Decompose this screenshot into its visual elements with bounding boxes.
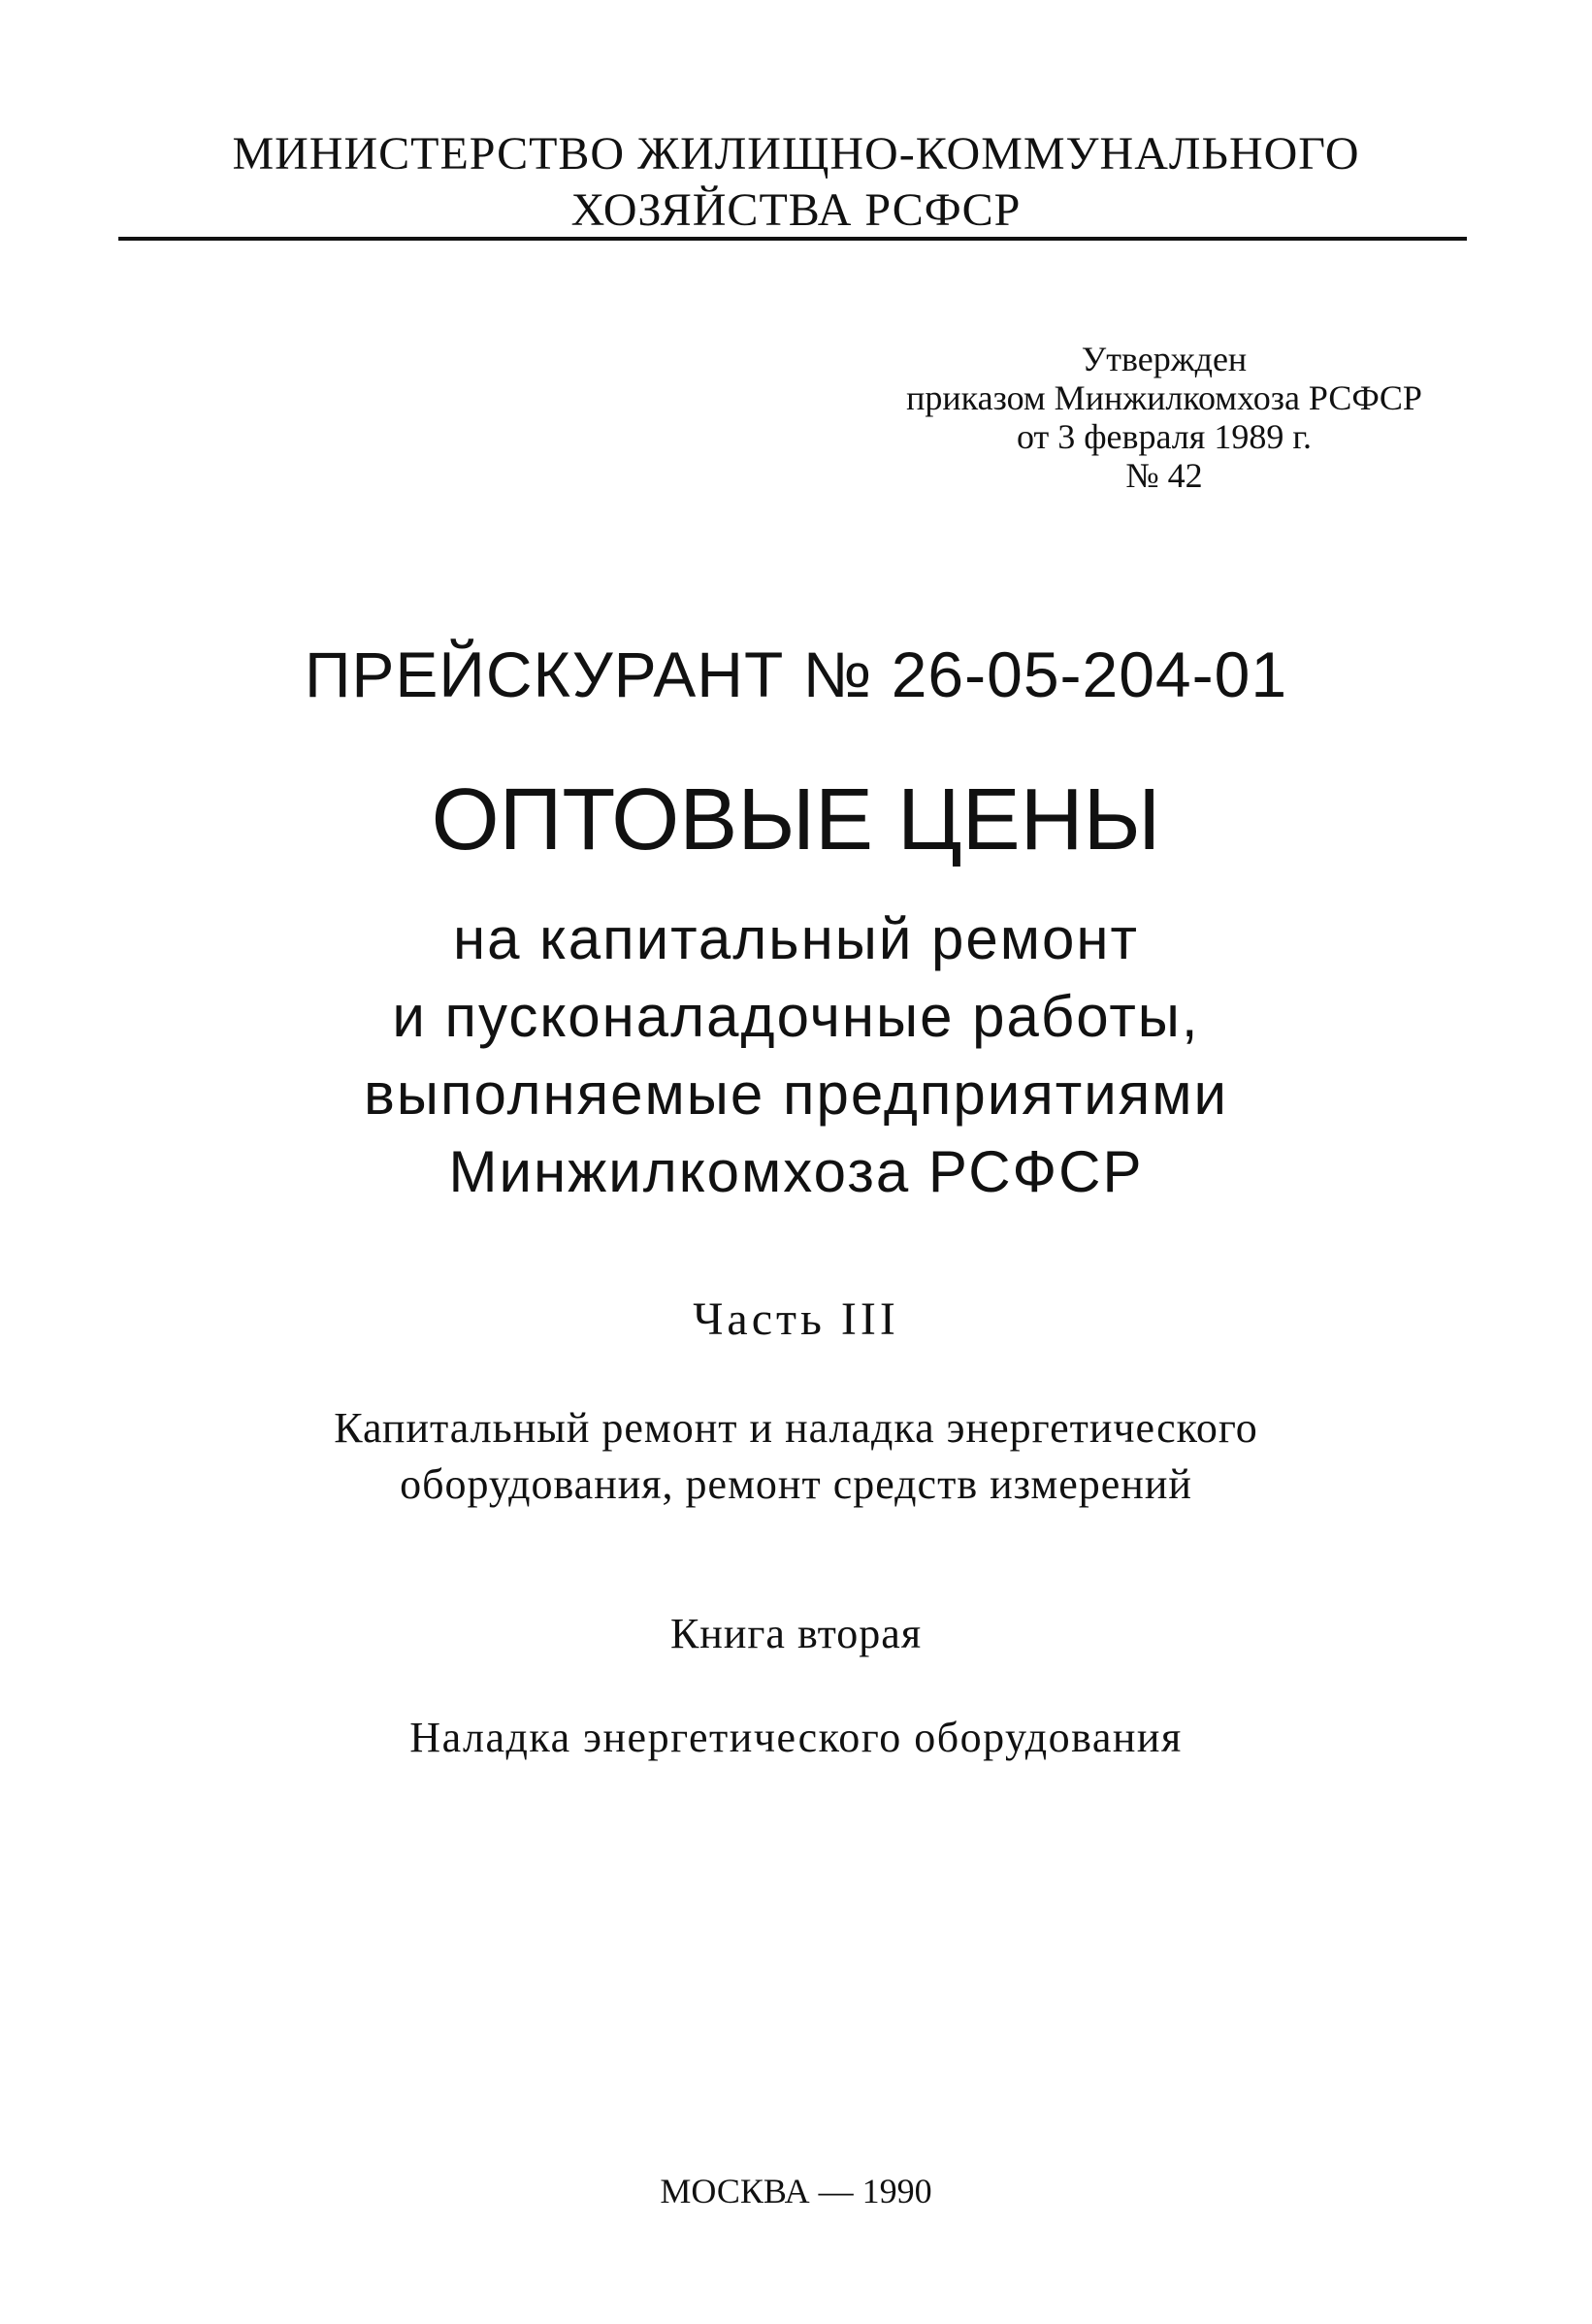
approval-line-1: Утвержден (1081, 340, 1248, 378)
part-description-line-1: Капитальный ремонт и наладка энергетического (334, 1404, 1258, 1452)
pricelist-number: ПРЕЙСКУРАНТ № 26-05-204-01 (304, 638, 1288, 710)
subtitle-line: и пусконаладочные работы, (392, 984, 1200, 1049)
main-title: ОПТОВЫЕ ЦЕНЫ (431, 771, 1161, 868)
ministry-line-1: МИНИСТЕРСТВО ЖИЛИЩНО-КОММУНАЛЬНОГО (232, 128, 1360, 180)
approval-stamp-text (854, 340, 1475, 495)
part-description (0, 1400, 1592, 1513)
subtitle (0, 900, 1592, 1211)
subtitle-line: на капитальный ремонт (453, 906, 1139, 971)
part-label: Часть III (693, 1293, 899, 1345)
approval-line-3: от 3 февраля 1989 г. (1016, 417, 1313, 456)
book-title: Наладка энергетического оборудования (409, 1714, 1183, 1761)
subtitle-line: Минжилкомхоза РСФСР (448, 1139, 1144, 1204)
ministry-header (0, 126, 1592, 239)
approval-line-4: № 42 (1125, 456, 1203, 495)
ministry-line-2: ХОЗЯЙСТВА РСФСР (570, 184, 1022, 236)
imprint-place-year: МОСКВА — 1990 (660, 2172, 932, 2210)
book-label: Книга вторая (669, 1610, 923, 1657)
subtitle-line: выполняемые предприятиями (364, 1062, 1228, 1127)
part-description-line-2: оборудования, ремонт средств измерений (400, 1460, 1192, 1508)
header-divider (118, 237, 1467, 241)
approval-line-2: приказом Минжилкомхоза РСФСР (906, 378, 1422, 417)
